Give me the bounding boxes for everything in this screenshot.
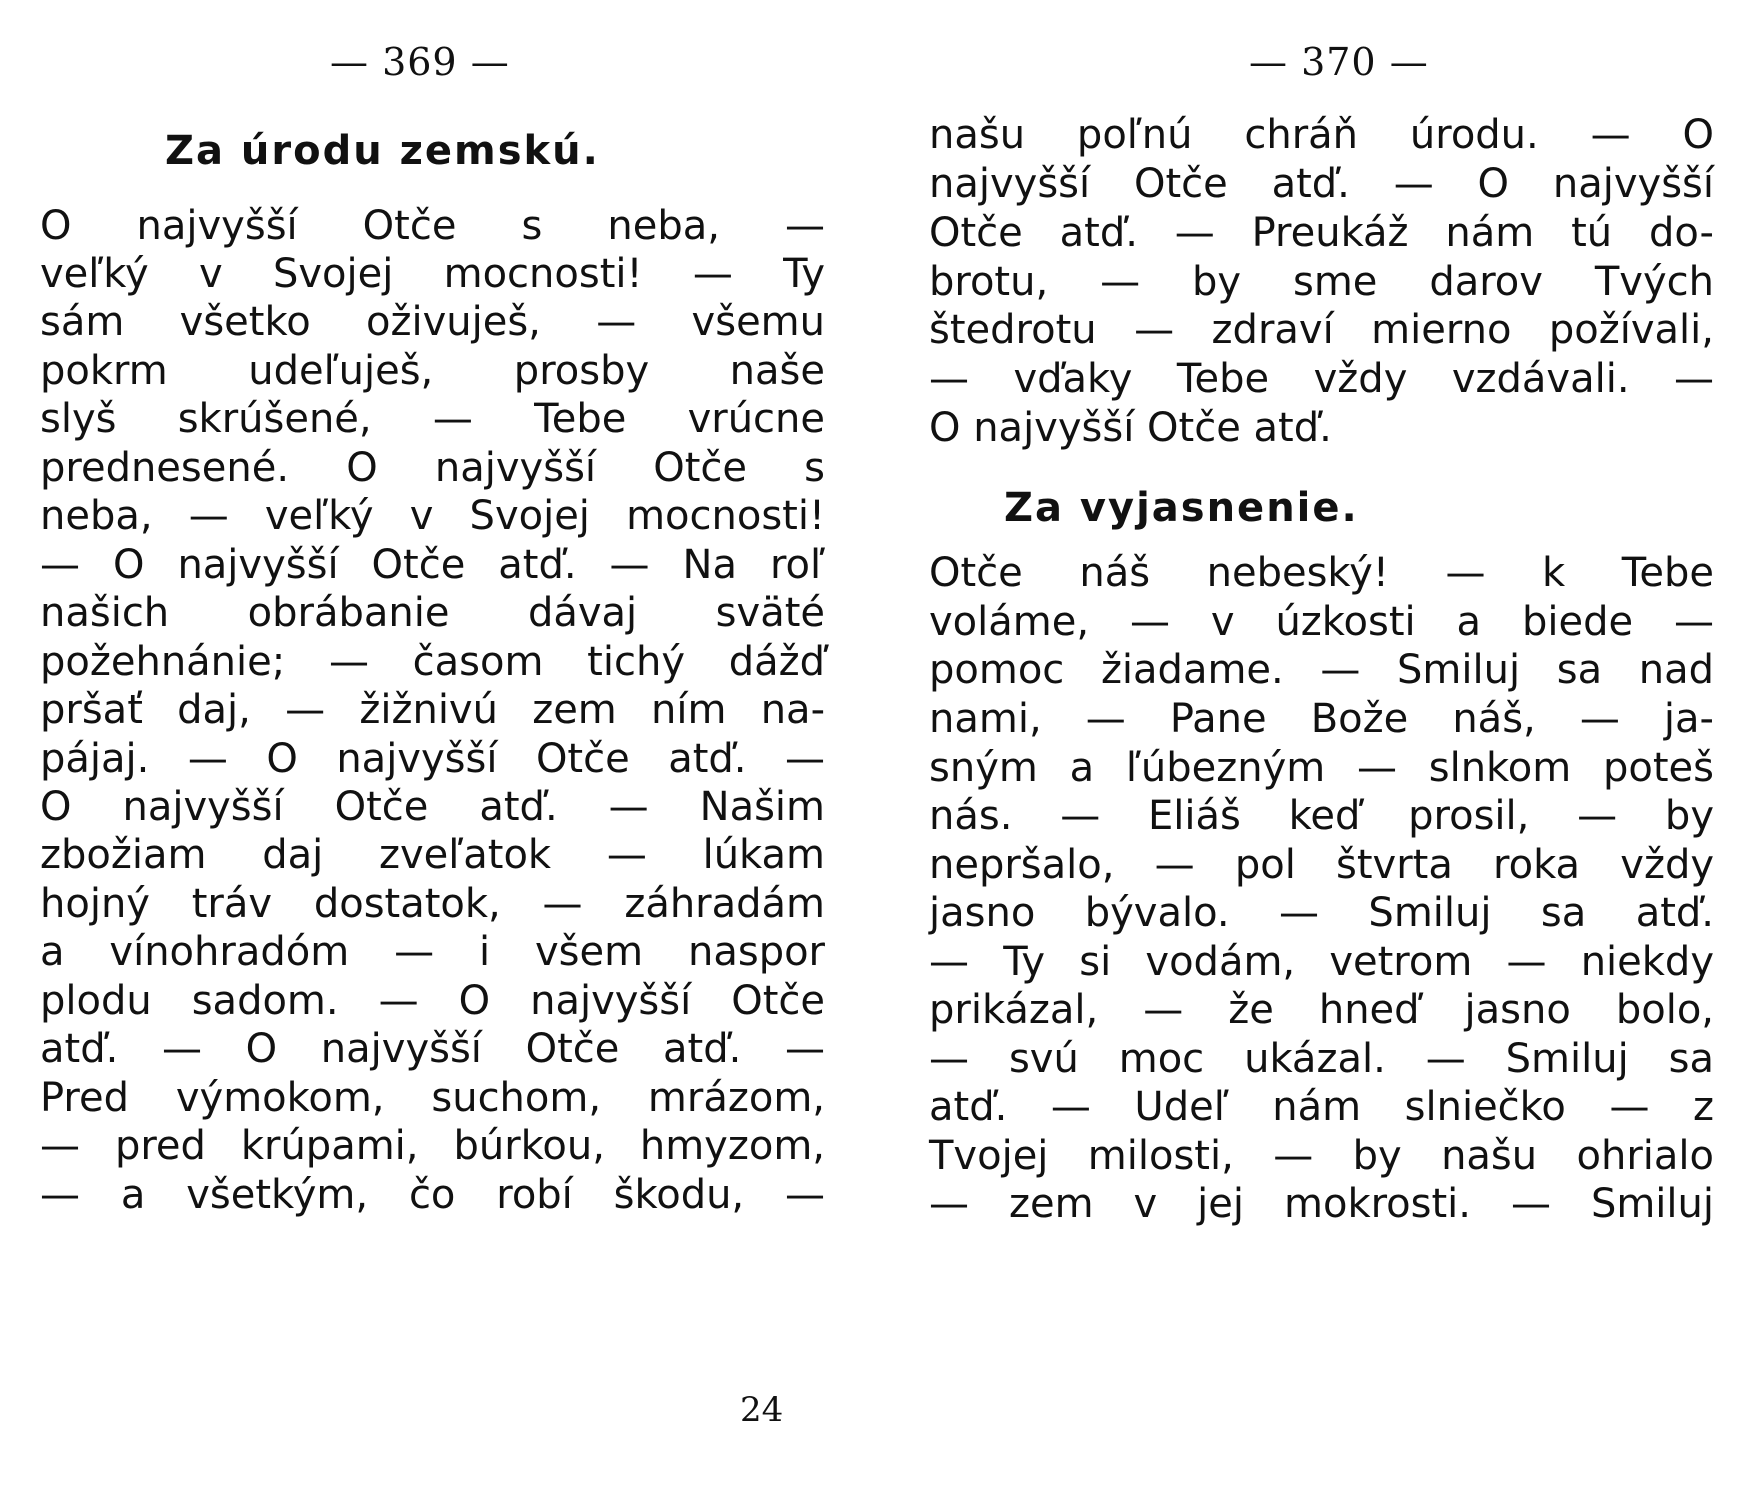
text-line: — Ty si vodám, vetrom — niekdy (929, 939, 1714, 985)
text-line: najvyšší Otče atď. — O najvyšší (929, 161, 1714, 207)
heading-right: Za vyjasnenie. (1004, 485, 1359, 531)
text-line: požehnánie; — časom tichý dážď (40, 639, 825, 685)
text-line: štedrotu — zdraví mierno požívali, (929, 307, 1714, 353)
text-line: — vďaky Tebe vždy vzdávali. — (929, 356, 1714, 402)
text-line: našu poľnú chráň úrodu. — O (929, 112, 1714, 158)
text-line: O najvyšší Otče s neba, — (40, 203, 825, 249)
text-line: voláme, — v úzkosti a biede — (929, 599, 1714, 645)
text-line: zbožiam daj zveľatok — lúkam (40, 832, 825, 878)
text-line: — pred krúpami, búrkou, hmyzom, (40, 1123, 825, 1169)
page-number-right: — 370 — (1249, 40, 1429, 84)
text-line: veľký v Svojej mocnosti! — Ty (40, 251, 825, 297)
text-line: sným a ľúbezným — slnkom poteš (929, 745, 1714, 791)
text-line: atď. — Udeľ nám slniečko — z (929, 1084, 1714, 1130)
text-line: pomoc žiadame. — Smiluj sa nad (929, 647, 1714, 693)
text-line: našich obrábanie dávaj sväté (40, 590, 825, 636)
text-line: nás. — Eliáš keď prosil, — by (929, 793, 1714, 839)
text-line: jasno bývalo. — Smiluj sa atď. (929, 890, 1714, 936)
text-line: O najvyšší Otče atď. (929, 405, 1332, 451)
text-line: Tvojej milosti, — by našu ohrialo (929, 1133, 1714, 1179)
text-line: brotu, — by sme darov Tvých (929, 259, 1714, 305)
text-line: pršať daj, — žižnivú zem ním na- (40, 687, 825, 733)
text-line: sám všetko oživuješ, — všemu (40, 299, 825, 345)
right-page (879, 0, 1758, 1500)
text-line: — a všetkým, čo robí škodu, — (40, 1172, 825, 1218)
text-line: — svú moc ukázal. — Smiluj sa (929, 1036, 1714, 1082)
text-line: Pred výmokom, suchom, mrázom, (40, 1075, 825, 1121)
text-line: nami, — Pane Bože náš, — ja- (929, 696, 1714, 742)
text-line: neba, — veľký v Svojej mocnosti! (40, 493, 825, 539)
text-line: atď. — O najvyšší Otče atď. — (40, 1026, 825, 1072)
text-line: O najvyšší Otče atď. — Našim (40, 784, 825, 830)
text-line: nepršalo, — pol štvrta roka vždy (929, 842, 1714, 888)
text-line: Otče atď. — Preukáž nám tú do- (929, 210, 1714, 256)
text-line: Otče náš nebeský! — k Tebe (929, 550, 1714, 596)
page-number-left: — 369 — (330, 40, 510, 84)
text-line: hojný tráv dostatok, — záhradám (40, 881, 825, 927)
text-line: pokrm udeľuješ, prosby naše (40, 348, 825, 394)
signature-mark: 24 (740, 1390, 784, 1430)
text-line: plodu sadom. — O najvyšší Otče (40, 978, 825, 1024)
text-line: a vínohradóm — i všem naspor (40, 929, 825, 975)
text-line: prednesené. O najvyšší Otče s (40, 445, 825, 491)
heading-left: Za úrodu zemskú. (165, 128, 600, 174)
text-line: — zem v jej mokrosti. — Smiluj (929, 1181, 1714, 1227)
text-line: pájaj. — O najvyšší Otče atď. — (40, 736, 825, 782)
text-line: slyš skrúšené, — Tebe vrúcne (40, 396, 825, 442)
text-line: prikázal, — že hneď jasno bolo, (929, 987, 1714, 1033)
text-line: — O najvyšší Otče atď. — Na roľ (40, 542, 825, 588)
